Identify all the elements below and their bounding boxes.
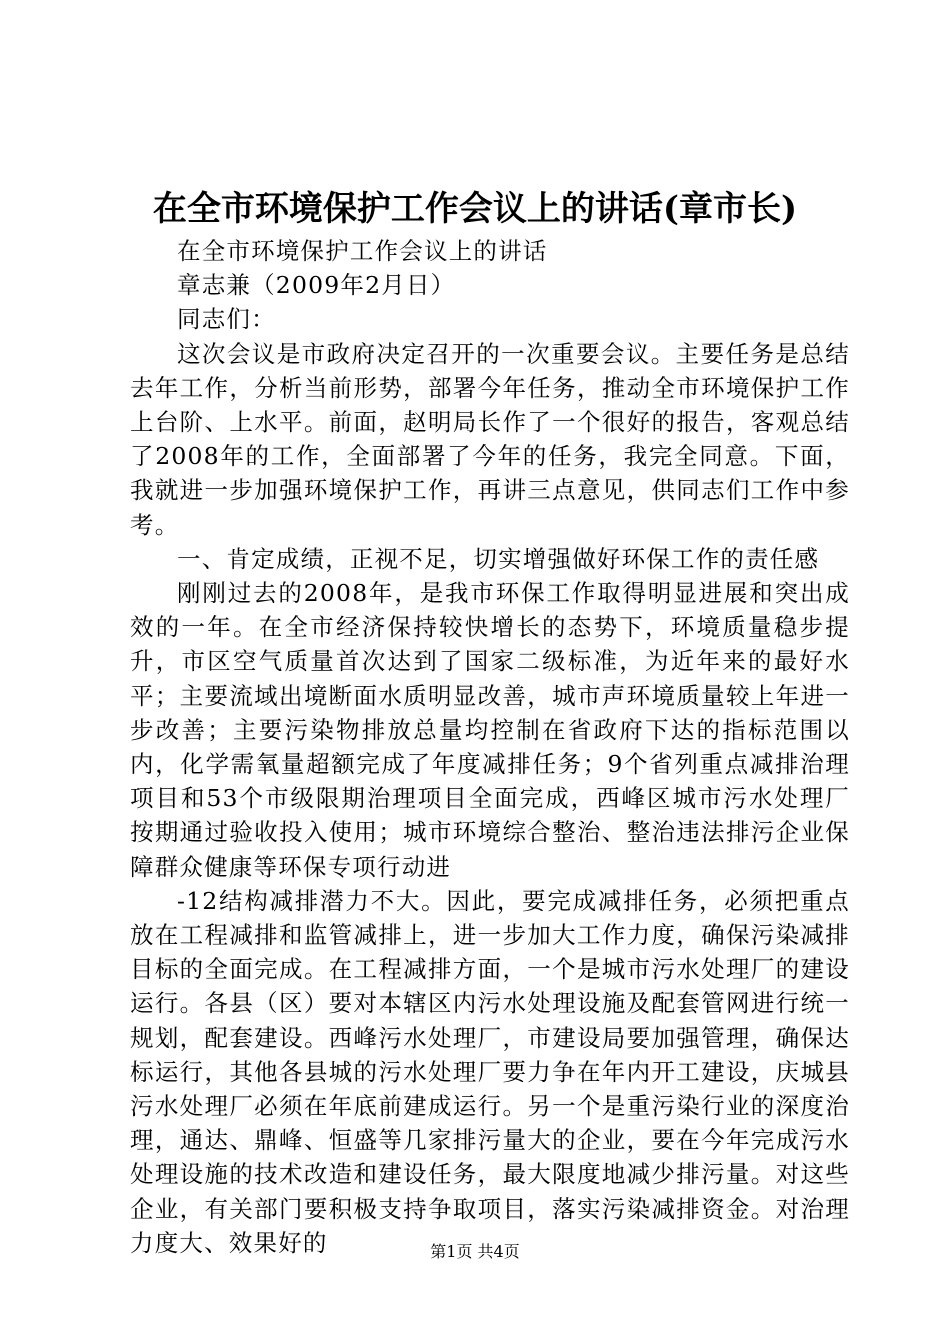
- document-body: [130, 234, 850, 1260]
- body-paragraph: -12结构减排潜力不大。因此，要完成减排任务，必须把重点放在工程减排和监管减排上，进一步加大工作力度，确保污染减排目标的全面完成。在工程减排方面，一个是城市污水处理厂的建设运行。各县（区）要对本辖区内污水处理设施及配套管网进行统一规划，配套建设。西峰污水处理厂，市建设局要加强管理，确保达标运行，其他各县城的污水处理厂要力争在年内开工建设，庆城县污水处理厂必须在年底前建成运行。另一个是重污染行业的深度治理，通达、鼎峰、恒盛等几家排污量大的企业，要在今年完成污水处理设施的技术改造和建设任务，最大限度地减少排污量。对这些企业，有关部门要积极支持争取项目，落实污染减排资金。对治理力度大、效果好的: [130, 886, 850, 1257]
- body-paragraph: 刚刚过去的2008年，是我市环保工作取得明显进展和突出成效的一年。在全市经济保持较快增长的态势下，环境质量稳步提升，市区空气质量首次达到了国家二级标准，为近年来的最好水平；主要流域出境断面水质明显改善，城市声环境质量较上年进一步改善；主要污染物排放总量均控制在省政府下达的指标范围以内，化学需氧量超额完成了年度减排任务；9个省列重点减排治理项目和53个市级限期治理项目全面完成，西峰区城市污水处理厂按期通过验收投入使用；城市环境综合整治、整治违法排污企业保障群众健康等环保专项行动进: [130, 579, 850, 881]
- page-number-footer: 第1页 共4页: [430, 1242, 520, 1261]
- salutation-paragraph: 同志们：: [177, 305, 276, 334]
- body-paragraph: 这次会议是市政府决定召开的一次重要会议。主要任务是总结去年工作，分析当前形势，部署今年任务，推动全市环境保护工作上台阶、上水平。前面，赵明局长作了一个很好的报告，客观总结了2008年的工作，全面部署了今年的任务，我完全同意。下面，我就进一步加强环境保护工作，再讲三点意见，供同志们工作中参考。: [130, 339, 850, 539]
- document-title: 在全市环境保护工作会议上的讲话(章市长): [152, 189, 798, 229]
- section-heading-paragraph: 一、肯定成绩，正视不足，切实增强做好环保工作的责任感: [177, 544, 820, 573]
- subtitle-paragraph: 在全市环境保护工作会议上的讲话: [177, 237, 548, 265]
- author-date-paragraph: 章志兼（2009年2月日）: [177, 271, 456, 300]
